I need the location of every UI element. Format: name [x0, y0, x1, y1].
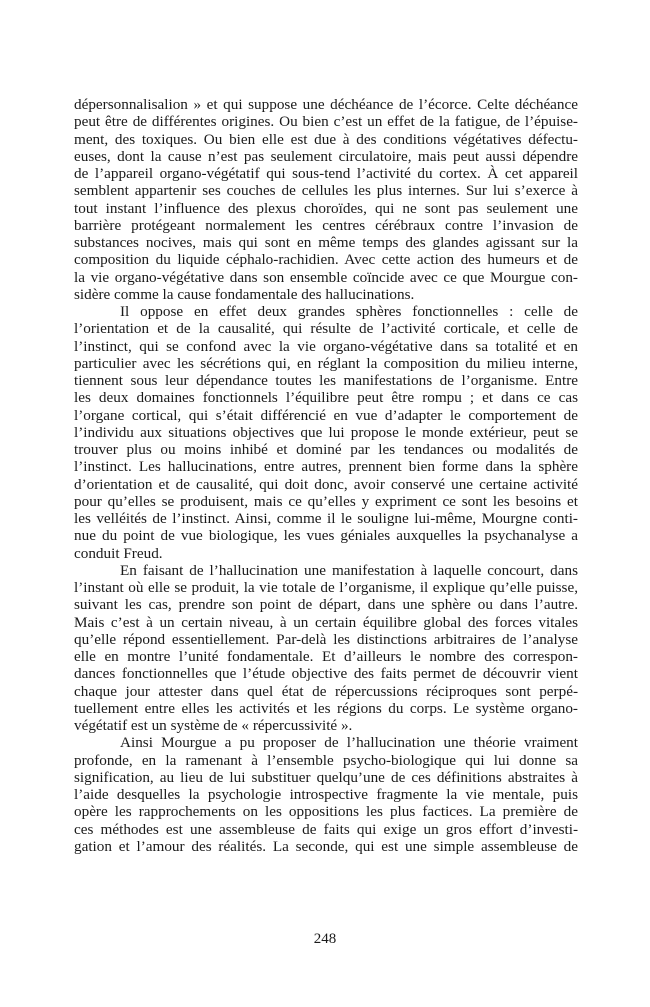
- page-number: 248: [313, 931, 337, 947]
- text-line: particulier avec les sécrétions qui, en réglant la composition du milieu interne,: [74, 354, 578, 372]
- text-line: trouver plus ou moins inhibé et dominé par les tendances ou modalités de: [74, 441, 578, 458]
- text-line: gation et l’amour des réalités. La seconde, qui est une simple assembleuse de: [74, 837, 578, 855]
- text-line: l’orientation et de la causalité, qui résulte de l’activité corticale, et celle de: [74, 320, 578, 338]
- text-line: la vie organo-végétative dans son ensemble coïncide avec ce que Mourgue con-: [74, 268, 578, 286]
- text-line: peut être de différentes origines. Ou bien c’est un effet de la fatigue, de l’épuise-: [74, 113, 578, 131]
- text-line: profonde, en la ramenant à l’ensemble psycho-biologique qui lui donne sa: [74, 751, 578, 769]
- text-line: l’individu aux situations objectives que lui propose le monde extérieur, peut se: [74, 423, 578, 441]
- text-line: ment, des toxiques. Ou bien elle est due à des conditions végétatives défectu-: [74, 130, 578, 148]
- text-line: d’orientation et de causalité, qui doit donc, avoir conservé une certaine activité: [74, 475, 578, 493]
- text-line: l’organe cortical, qui s’était différencié en vue d’adapter le comportement de: [74, 406, 578, 424]
- text-line: dances fonctionnelles que l’étude objective des faits permet de découvrir vient: [74, 665, 578, 683]
- text-line: végétatif est un système de « répercussivité ».: [74, 717, 353, 734]
- text-line: les velléités de l’instinct. Ainsi, comme il le souligne lui-même, Mourgne conti-: [74, 510, 578, 527]
- text-line: l’instant où elle se produit, la vie totale de l’organisme, il explique qu’elle puisse,: [74, 579, 578, 596]
- text-line: semblent appartenir ses couches de cellules les plus internes. Sur lui s’exerce à: [74, 182, 578, 200]
- text-line: Ainsi Mourgue a pu proposer de l’hallucination une théorie vraiment: [120, 734, 578, 752]
- text-line: suivant les cas, prendre son point de départ, dans une sphère ou dans l’autre.: [74, 596, 578, 614]
- text-line: Il oppose en effet deux grandes sphères fonctionnelles : celle de: [120, 303, 578, 320]
- text-line: l’aide desquelles la psychologie introspective fragmente la vie mentale, puis: [74, 786, 578, 803]
- text-line: tiennent sous leur dépendance toutes les manifestations de l’organisme. Entre: [74, 372, 578, 389]
- text-line: conduit Freud.: [74, 544, 163, 562]
- text-line: nue du point de vue biologique, les vues géniales auxquelles la psychanalyse a: [74, 527, 578, 545]
- text-line: tout instant l’influence des plexus choroïdes, qui ne sont pas seulement une: [74, 199, 578, 217]
- text-line: ces méthodes est une assembleuse de faits qui exige un gros effort d’investi-: [74, 820, 578, 838]
- page-body: [74, 96, 578, 855]
- text-line: pour qu’elles se produisent, mais ce qu’elles y expriment ce sont les besoins et: [74, 492, 578, 510]
- text-line: elle en montre l’unité fondamentale. Et d’ailleurs le nombre des correspon-: [74, 648, 578, 665]
- paragraph-2: [74, 303, 578, 562]
- text-line: qu’elle répond essentiellement. Par-delà les distinctions arbitraires de l’analyse: [74, 630, 578, 648]
- text-line: de l’appareil organo-végétatif qui sous-tend l’activité du cortex. À cet appareil: [74, 165, 578, 182]
- text-line: En faisant de l’hallucination une manifestation à laquelle concourt, dans: [120, 561, 578, 579]
- text-line: sidère comme la cause fondamentale des hallucinations.: [74, 285, 415, 303]
- paragraph-1: [74, 96, 578, 303]
- text-line: opère les rapprochements on les oppositions les plus factices. La première de: [74, 803, 578, 821]
- text-line: dépersonnalisalion » et qui suppose une déchéance de l’écorce. Celte déchéance: [74, 96, 578, 113]
- text-line: signification, au lieu de lui substituer quelqu’une de ces définitions abstraites à: [74, 768, 578, 786]
- text-line: les deux domaines fonctionnels l’équilibre peut être rompu ; et dans ce cas: [74, 389, 578, 407]
- text-line: euses, dont la cause n’est pas seulement circulatoire, mais peut aussi dépendre: [74, 147, 578, 165]
- text-line: Mais c’est à un certain niveau, à un certain équilibre global des forces vitales: [74, 613, 578, 631]
- text-line: l’instinct, qui se confond avec la vie organo-végétative dans sa totalité et en: [74, 337, 578, 355]
- text-line: barrière protégeant normalement les centres cérébraux contre l’invasion de: [74, 216, 578, 234]
- text-line: composition du liquide céphalo-rachidien. Avec cette action des humeurs et de: [74, 251, 578, 269]
- text-line: tuellement entre elles les activités et les régions du corps. Le système organo-: [74, 699, 578, 717]
- text-line: substances nocives, mais qui sont en même temps des glandes agissant sur la: [74, 234, 578, 251]
- text-line: chaque jour attester dans quel état de répercussions réciproques sont perpé-: [74, 682, 578, 700]
- paragraph-4: [74, 734, 578, 855]
- paragraph-3: [74, 562, 578, 735]
- text-line: l’instinct. Les hallucinations, entre autres, prennent bien forme dans la sphère: [74, 458, 578, 476]
